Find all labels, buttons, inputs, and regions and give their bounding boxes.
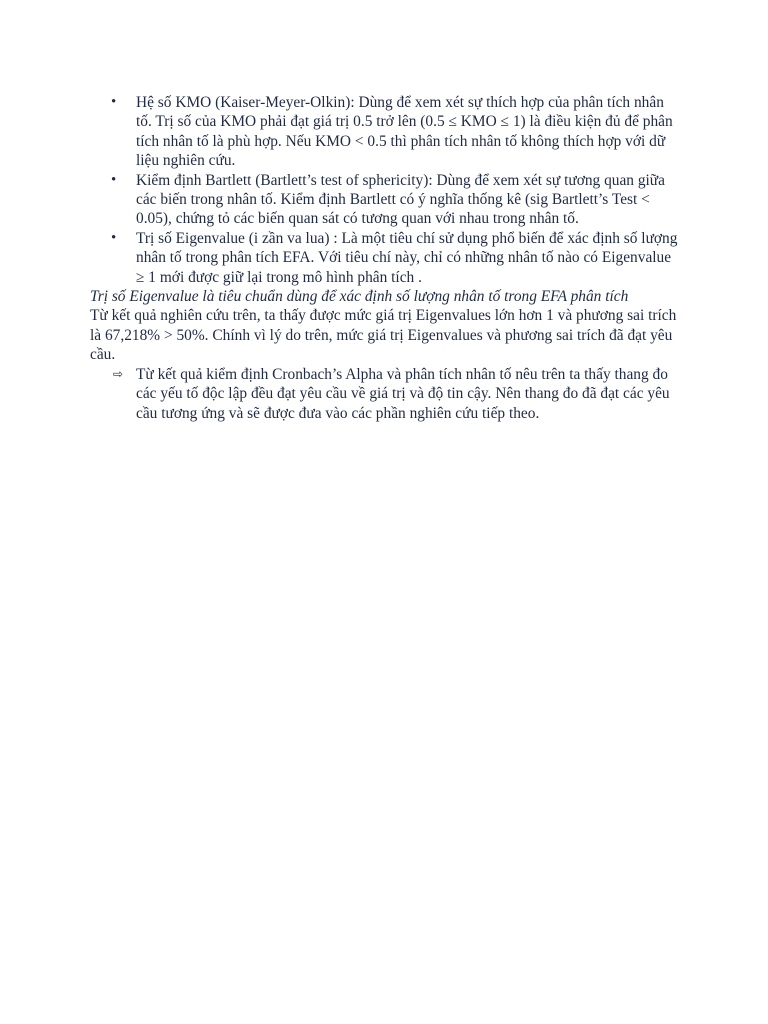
bullet-marker: •	[111, 171, 117, 188]
list-item-text: Kiểm định Bartlett (Bartlett’s test of sphericity): Dùng để xem xét sự tương quan giữa các biến trong nhân tố. Kiểm định Bartlett có ý nghĩa thống kê (sig Bartlett’s Test < 0.05), chứng tỏ các biến quan sát có tương quan với nhau trong nhân tố.	[136, 171, 665, 228]
italic-caption: Trị số Eigenvalue là tiêu chuẩn dùng để xác định số lượng nhân tố trong EFA phân tích	[90, 288, 629, 306]
document-body	[90, 93, 680, 423]
list-item-eigenvalue	[90, 229, 680, 287]
list-item-text: Hệ số KMO (Kaiser-Meyer-Olkin): Dùng để xem xét sự thích hợp của phân tích nhân tố. Trị số của KMO phải đạt giá trị 0.5 trở lên (0.5 ≤ KMO ≤ 1) là điều kiện đủ để phân tích nhân tố là phù hợp. Nếu KMO < 0.5 thì phân tích nhân tố không thích hợp với dữ liệu nghiên cứu.	[136, 94, 673, 170]
bullet-marker: •	[111, 229, 117, 246]
list-item-text: Trị số Eigenvalue (i zần va lua) : Là một tiêu chí sử dụng phổ biến để xác định số lượng nhân tố trong phân tích EFA. Với tiêu chí này, chỉ có những nhân tố nào có Eigenvalue ≥ 1 mới được giữ lại trong mô hình phân tích .	[136, 229, 678, 286]
list-item-text: Từ kết quả kiểm định Cronbach’s Alpha và phân tích nhân tố nêu trên ta thấy thang đo các yếu tố độc lập đều đạt yêu cầu về giá trị và độ tin cậy. Nên thang đo đã đạt các yêu cầu tương ứng và sẽ được đưa vào các phần nghiên cứu tiếp theo.	[136, 365, 670, 422]
bullet-marker: •	[111, 94, 117, 110]
results-paragraph: Từ kết quả nghiên cứu trên, ta thấy được mức giá trị Eigenvalues lớn hơn 1 và phương sai trích là 67,218% > 50%. Chính vì lý do trên, mức giá trị Eigenvalues và phương sai trích đã đạt yêu cầu.	[90, 307, 677, 364]
list-item-kmo	[90, 93, 680, 171]
conclusion-list	[90, 365, 680, 423]
list-item-bartlett	[90, 171, 680, 229]
arrow-right-icon: ⇨	[113, 366, 124, 381]
criteria-list	[90, 93, 680, 287]
list-item-conclusion	[90, 365, 680, 423]
